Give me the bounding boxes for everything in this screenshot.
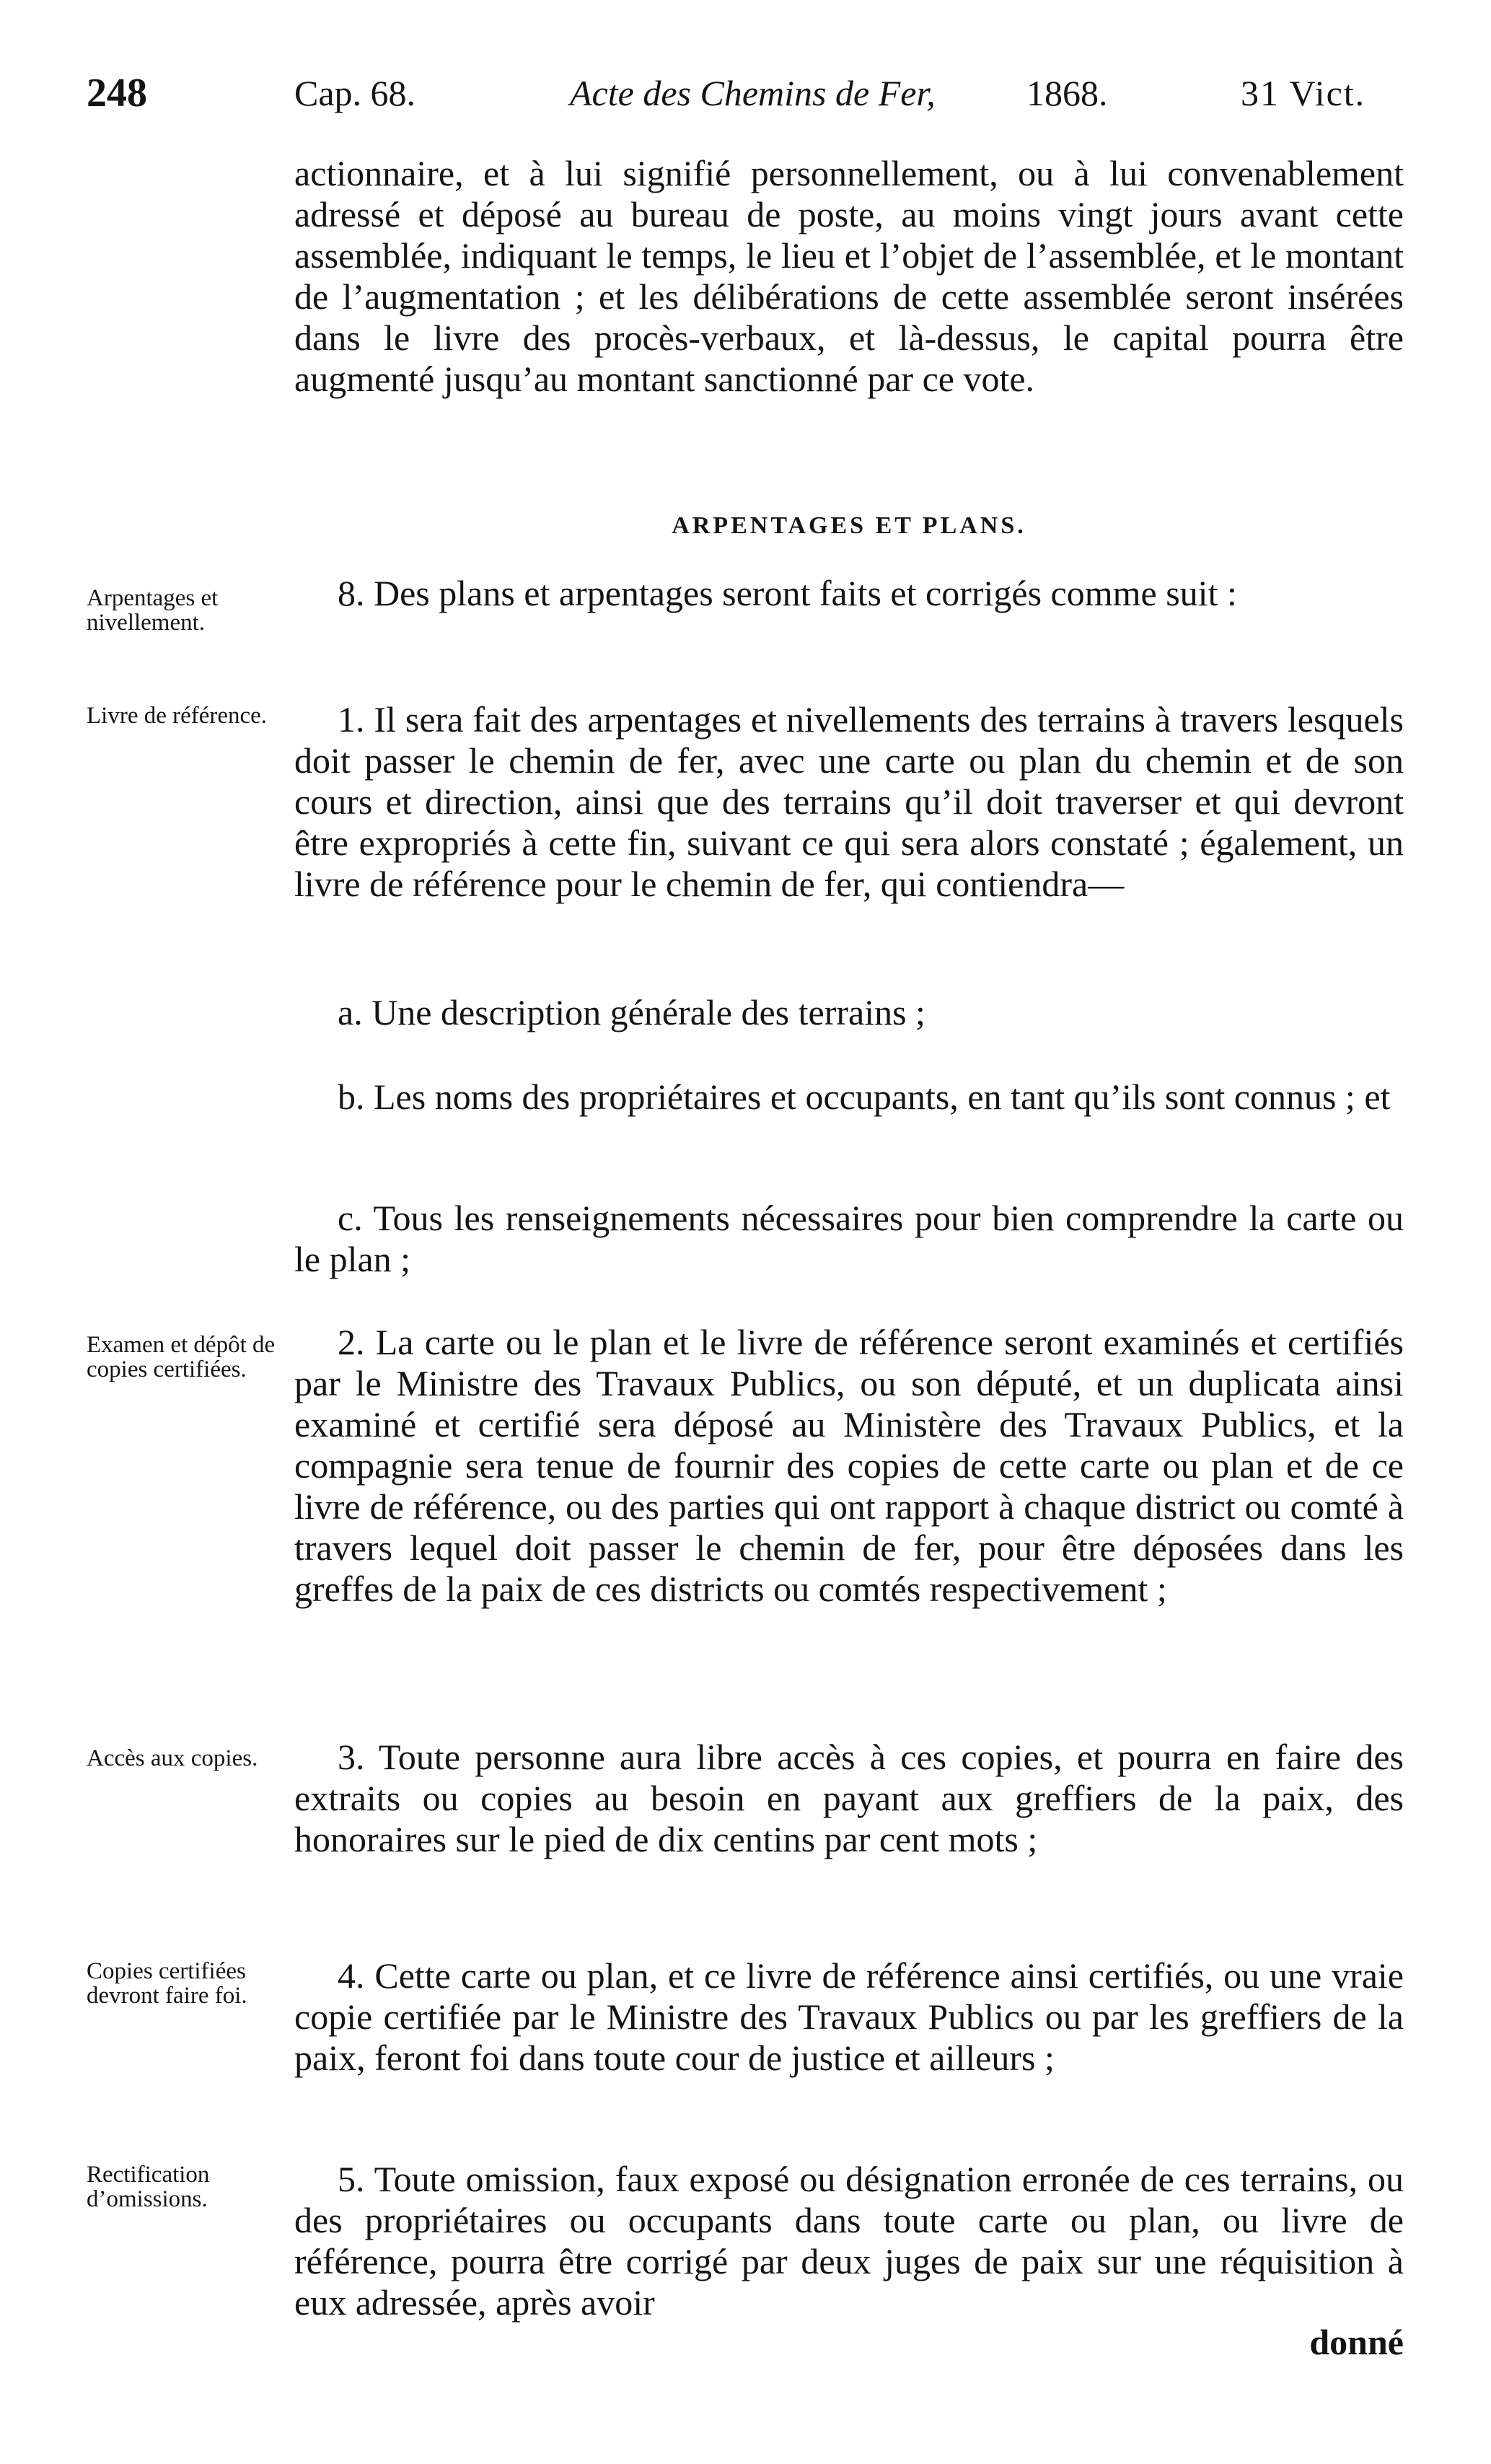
- item-c-paragraph: c. Tous les renseignements nécessaires pour bien comprendre la carte ou le plan ;: [294, 1198, 1404, 1279]
- margin-note-acces: Accès aux copies.: [87, 1745, 258, 1771]
- main-text: [294, 153, 1404, 2462]
- margin-note-copies: Copies certifiées devront faire foi.: [87, 1958, 247, 2009]
- catchword: donné: [1309, 2322, 1404, 2362]
- margin-note-examen: Examen et dépôt de copies certifiées.: [87, 1332, 276, 1382]
- running-header: [0, 71, 1491, 128]
- item-1-paragraph: 1. Il sera fait des arpentages et nivellements des terrains à travers lesquels doit passer le chemin de fer, avec une carte ou plan du chemin et de son cours et direction, ainsi que des terrains qu’il doit traverser et qui devront être expropriés à cette fin, suivant ce qui sera alors constaté ; également, un livre de référence pour le chemin de fer, qui contiendra—: [294, 699, 1404, 904]
- item-3-paragraph: 3. Toute personne aura libre accès à ces copies, et pourra en faire des extraits ou copies au besoin en payant aux greffiers de la paix, des honoraires sur le pied de dix centins par cent mots ;: [294, 1737, 1404, 1859]
- item-b-paragraph: b. Les noms des propriétaires et occupants, en tant qu’ils sont connus ; et: [338, 1077, 1391, 1117]
- continuation-paragraph: actionnaire, et à lui signifié personnellement, ou à lui convenablement adressé et déposé au bureau de poste, au moins vingt jours avant cette assemblée, indiquant le temps, le lieu et l’objet de l’assemblée, et le montant de l’augmentation ; et les délibérations de cette assemblée seront insérées dans le livre des procès-verbaux, et là-dessus, le capital pourra être augmenté jusqu’au montant sanctionné par ce vote.: [294, 153, 1404, 399]
- act-year: 1868.: [1026, 73, 1108, 113]
- margin-note-rectification: Rectification d’omissions.: [87, 2162, 210, 2212]
- margin-note-livre: Livre de référence.: [87, 703, 268, 729]
- margin-note-arpentages: Arpentages et nivellement.: [87, 585, 219, 636]
- volume-label: 31 Vict.: [1241, 73, 1366, 113]
- item-5-paragraph: 5. Toute omission, faux exposé ou désignation erronée de ces terrains, ou des propriétaires ou occupants dans toute carte ou plan, ou livre de référence, pourra être corrigé par deux juges de paix sur une réquisition à eux adressée, après avoir: [294, 2159, 1404, 2323]
- section-heading: ARPENTAGES ET PLANS.: [672, 512, 1026, 539]
- act-title: Acte des Chemins de Fer,: [570, 73, 936, 113]
- page-number: 248: [87, 71, 147, 115]
- item-2-paragraph: 2. La carte ou le plan et le livre de référence seront examinés et certifiés par le Ministre des Travaux Publics, ou son député, et un duplicata ainsi examiné et certifié sera déposé au Ministère des Travaux Publics, et la compagnie sera tenue de fournir des copies de cette carte ou plan et de ce livre de référence, ou des parties qui ont rapport à chaque district ou comté à travers lequel doit passer le chemin de fer, pour être déposées dans les greffes de la paix de ces districts ou comtés respectivement ;: [294, 1322, 1404, 1609]
- chapter-label: Cap. 68.: [294, 73, 416, 113]
- item-a-paragraph: a. Une description générale des terrains ;: [338, 992, 925, 1032]
- section-8-paragraph: 8. Des plans et arpentages seront faits et corrigés comme suit :: [338, 573, 1237, 613]
- item-4-paragraph: 4. Cette carte ou plan, et ce livre de référence ainsi certifiés, ou une vraie copie certifiée par le Ministre des Travaux Publics ou par les greffiers de la paix, feront foi dans toute cour de justice et ailleurs ;: [294, 1955, 1404, 2078]
